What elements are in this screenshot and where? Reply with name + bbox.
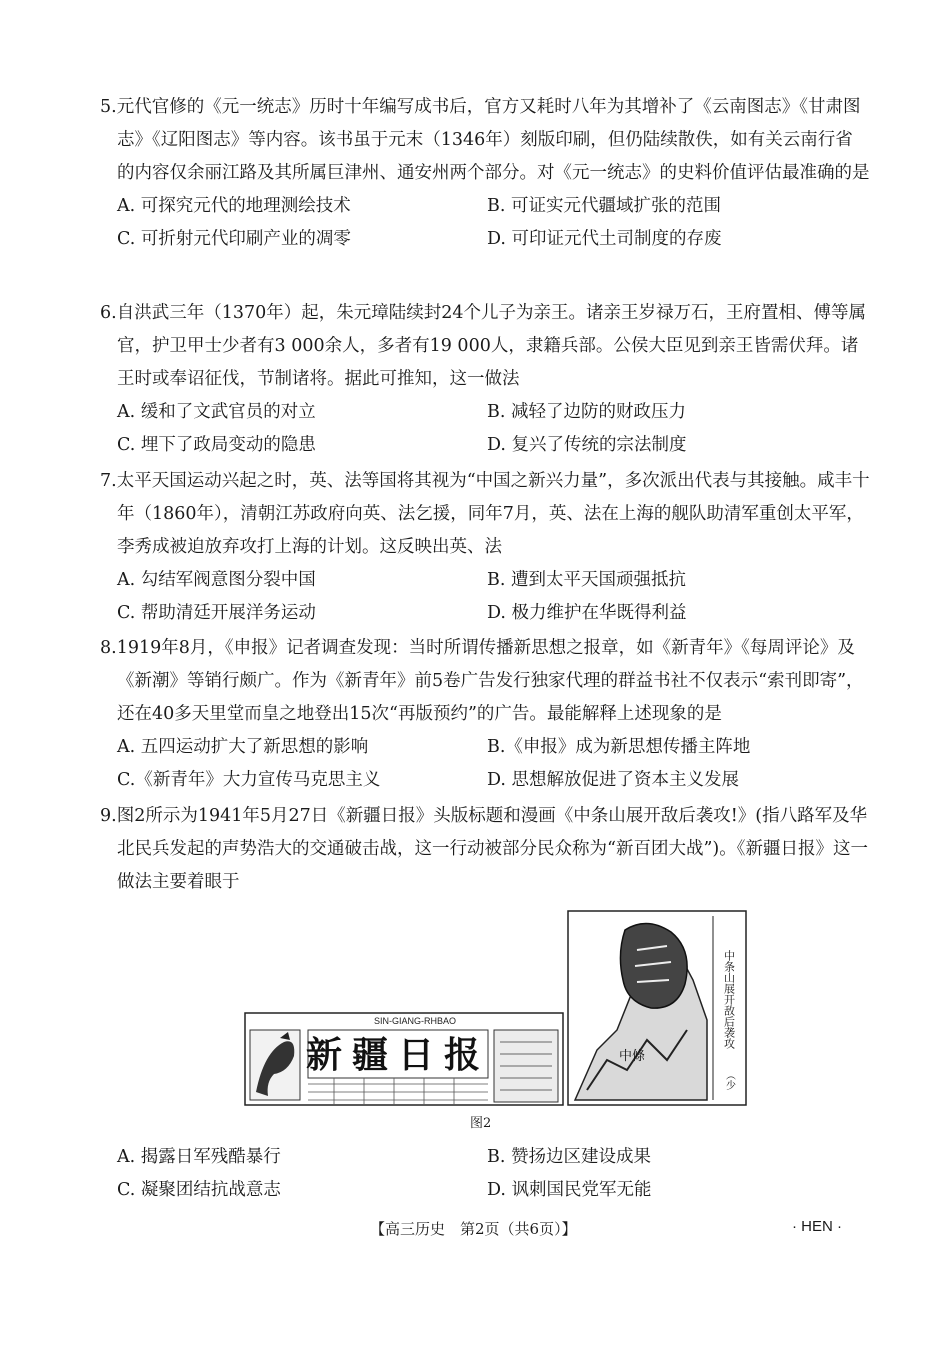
option-c[interactable]: C. 凝聚团结抗战意志 (117, 1180, 281, 1200)
question-9 (100, 800, 870, 899)
question-5 (100, 91, 870, 256)
rooster-illustration (250, 1030, 300, 1100)
options (100, 731, 870, 797)
comic-label: 中條 (619, 1049, 646, 1064)
option-c[interactable]: C. 埋下了政局变动的隐患 (117, 435, 316, 455)
options (100, 564, 870, 630)
comic-side-note: （少 (723, 1070, 735, 1090)
exam-code: · HEN · (792, 1218, 842, 1235)
option-b[interactable]: B. 赞扬边区建设成果 (487, 1147, 651, 1167)
option-d[interactable]: D. 复兴了传统的宗法制度 (487, 435, 687, 455)
option-d[interactable]: D. 极力维护在华既得利益 (487, 603, 687, 623)
newspaper-masthead-figure (244, 1012, 564, 1106)
option-a[interactable]: A. 缓和了文武官员的对立 (117, 402, 316, 422)
figure-caption: 图2 (470, 1116, 492, 1131)
masthead-latin: SIN-GIANG-RHBAO (374, 1016, 457, 1026)
question-7 (100, 465, 870, 630)
option-d[interactable]: D. 讽刺国民党军无能 (487, 1180, 652, 1200)
option-a[interactable]: A. 五四运动扩大了新思想的影响 (117, 737, 369, 757)
option-a[interactable]: A. 可探究元代的地理测绘技术 (117, 196, 351, 216)
question-stem: 5.元代官修的《元一统志》历时十年编写成书后，官方又耗时八年为其增补了《云南图志》《甘肃图志》《辽阳图志》等内容。该书虽于元末（1346年）刻版印刷，但仍陆续散佚，如有关云南行省的内容仅余丽江路及其所属巨津州、通安州两个部分。对《元一统志》的史料价值评估最准确的是 (100, 97, 870, 183)
options (100, 190, 870, 256)
masthead-title: 新疆日报 (305, 1034, 491, 1076)
question-stem: 6.自洪武三年（1370年）起，朱元璋陆续封24个儿子为亲王。诸亲王岁禄万石，王府置相、傅等属官，护卫甲士少者有3 000余人，多者有19 000人，隶籍兵部。公侯大臣见到亲王皆需伏拜。诸王时或奉诏征伐，节制诸将。据此可推知，这一做法 (100, 303, 866, 389)
question-stem: 9.图2所示为1941年5月27日《新疆日报》头版标题和漫画《中条山展开敌后袭攻!》(指八路军及华北民兵发起的声势浩大的交通破击战，这一行动被部分民众称为“新百团大战”)。《新疆日报》这一做法主要着眼于 (100, 806, 868, 892)
option-a[interactable]: A. 勾结军阀意图分裂中国 (117, 570, 316, 590)
option-b[interactable]: B. 遭到太平天国顽强抵抗 (487, 570, 686, 590)
option-c[interactable]: C. 帮助清廷开展洋务运动 (117, 603, 316, 623)
page-number: 【高三历史 第2页（共6页）】 (370, 1220, 577, 1238)
comic-figure (567, 910, 747, 1106)
page-footer (0, 1218, 950, 1244)
option-d[interactable]: D. 可印证元代土司制度的存废 (487, 229, 722, 249)
option-c[interactable]: C.《新青年》大力宣传马克思主义 (117, 770, 381, 790)
options (100, 1141, 870, 1207)
question-6 (100, 297, 870, 462)
question-9-options (100, 1141, 870, 1207)
option-b[interactable]: B. 可证实元代疆域扩张的范围 (487, 196, 721, 216)
comic-title: 中条山展开敌后袭攻 (722, 950, 736, 1049)
masthead-side-panel (494, 1030, 558, 1102)
question-stem: 8.1919年8月，《申报》记者调查发现：当时所谓传播新思想之报章，如《新青年》《每周评论》及《新潮》等销行颇广。作为《新青年》前5卷广告发行独家代理的群益书社不仅表示“索刊即寄”，还在40多天里堂而皇之地登出15次“再版预约”的广告。最能解释上述现象的是 (100, 638, 864, 724)
option-d[interactable]: D. 思想解放促进了资本主义发展 (487, 770, 740, 790)
options (100, 396, 870, 462)
option-b[interactable]: B.《申报》成为新思想传播主阵地 (487, 737, 751, 757)
question-8 (100, 632, 870, 797)
option-c[interactable]: C. 可折射元代印刷产业的凋零 (117, 229, 351, 249)
option-a[interactable]: A. 揭露日军残酷暴行 (117, 1147, 281, 1167)
question-stem: 7.太平天国运动兴起之时，英、法等国将其视为“中国之新兴力量”，多次派出代表与其接触。咸丰十年（1860年），清朝江苏政府向英、法乞援，同年7月，英、法在上海的舰队助清军重创太平军，李秀成被迫放弃攻打上海的计划。这反映出英、法 (100, 471, 870, 557)
option-b[interactable]: B. 减轻了边防的财政压力 (487, 402, 686, 422)
